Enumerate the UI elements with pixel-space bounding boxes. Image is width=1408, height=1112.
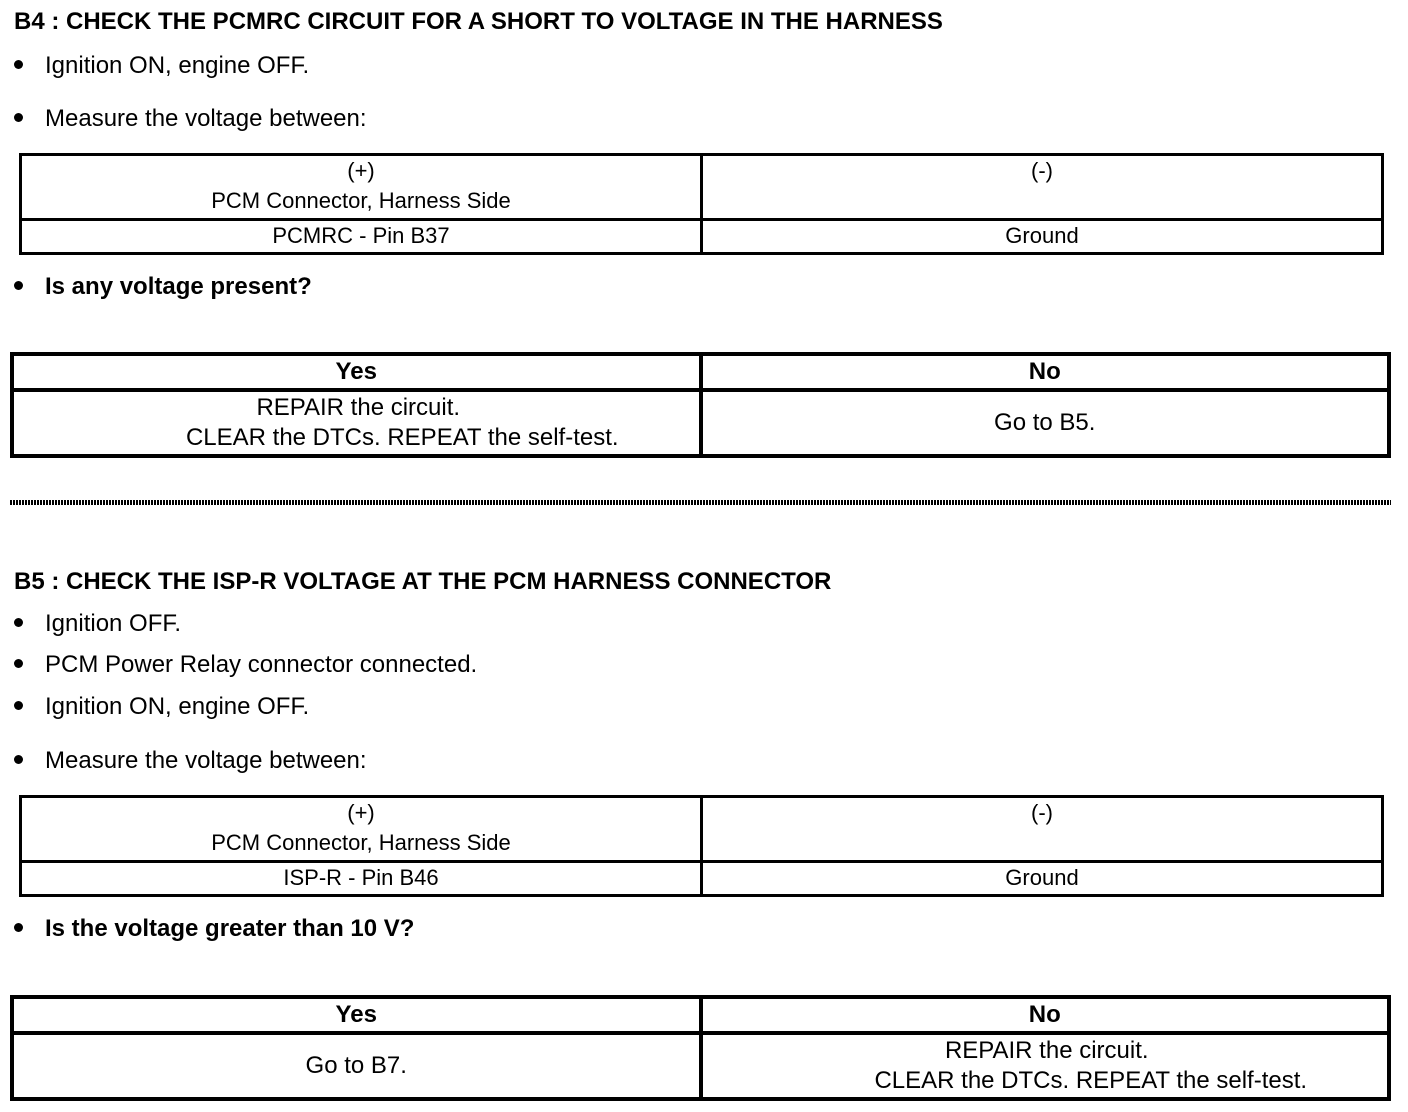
plus-header-cell: (+) PCM Connector, Harness Side bbox=[21, 797, 702, 862]
yes-header: Yes bbox=[12, 354, 701, 390]
minus-value-cell: Ground bbox=[702, 862, 1383, 896]
b4-result-table bbox=[10, 352, 1391, 458]
b5-step-3: Ignition ON, engine OFF. bbox=[14, 693, 309, 721]
b5-step-4: Measure the voltage between: bbox=[14, 747, 367, 775]
b4-measurement-table bbox=[19, 153, 1384, 255]
b4-step-1: Ignition ON, engine OFF. bbox=[14, 52, 309, 80]
yes-header: Yes bbox=[12, 997, 701, 1033]
yes-action-cell: REPAIR the circuit. CLEAR the DTCs. REPEAT the self-test. bbox=[12, 390, 701, 456]
no-header: No bbox=[701, 354, 1390, 390]
bullet-icon bbox=[14, 618, 23, 627]
b5-title: B5 : CHECK THE ISP-R VOLTAGE AT THE PCM HARNESS CONNECTOR bbox=[14, 568, 832, 595]
minus-header-cell: (-) bbox=[702, 797, 1383, 862]
bullet-icon bbox=[14, 60, 23, 69]
b5-step-1: Ignition OFF. bbox=[14, 610, 181, 638]
plus-value-cell: ISP-R - Pin B46 bbox=[21, 862, 702, 896]
bullet-icon bbox=[14, 755, 23, 764]
plus-value-cell: PCMRC - Pin B37 bbox=[21, 220, 702, 254]
b5-measurement-table bbox=[19, 795, 1384, 897]
bullet-icon bbox=[14, 659, 23, 668]
b4-question: Is any voltage present? bbox=[14, 273, 312, 301]
minus-value-cell: Ground bbox=[702, 220, 1383, 254]
b5-result-table bbox=[10, 995, 1391, 1101]
bullet-icon bbox=[14, 923, 23, 932]
yes-action-cell: Go to B7. bbox=[12, 1033, 701, 1099]
no-header: No bbox=[701, 997, 1390, 1033]
plus-header-cell: (+) PCM Connector, Harness Side bbox=[21, 155, 702, 220]
bullet-icon bbox=[14, 113, 23, 122]
no-action-cell: Go to B5. bbox=[701, 390, 1390, 456]
bullet-icon bbox=[14, 281, 23, 290]
b5-step-2: PCM Power Relay connector connected. bbox=[14, 651, 477, 679]
minus-header-cell: (-) bbox=[702, 155, 1383, 220]
section-divider bbox=[10, 500, 1391, 505]
bullet-icon bbox=[14, 701, 23, 710]
b4-step-2: Measure the voltage between: bbox=[14, 105, 367, 133]
b5-question: Is the voltage greater than 10 V? bbox=[14, 915, 414, 943]
no-action-cell: REPAIR the circuit. CLEAR the DTCs. REPEAT the self-test. bbox=[701, 1033, 1390, 1099]
b4-title: B4 : CHECK THE PCMRC CIRCUIT FOR A SHORT TO VOLTAGE IN THE HARNESS bbox=[14, 8, 943, 35]
